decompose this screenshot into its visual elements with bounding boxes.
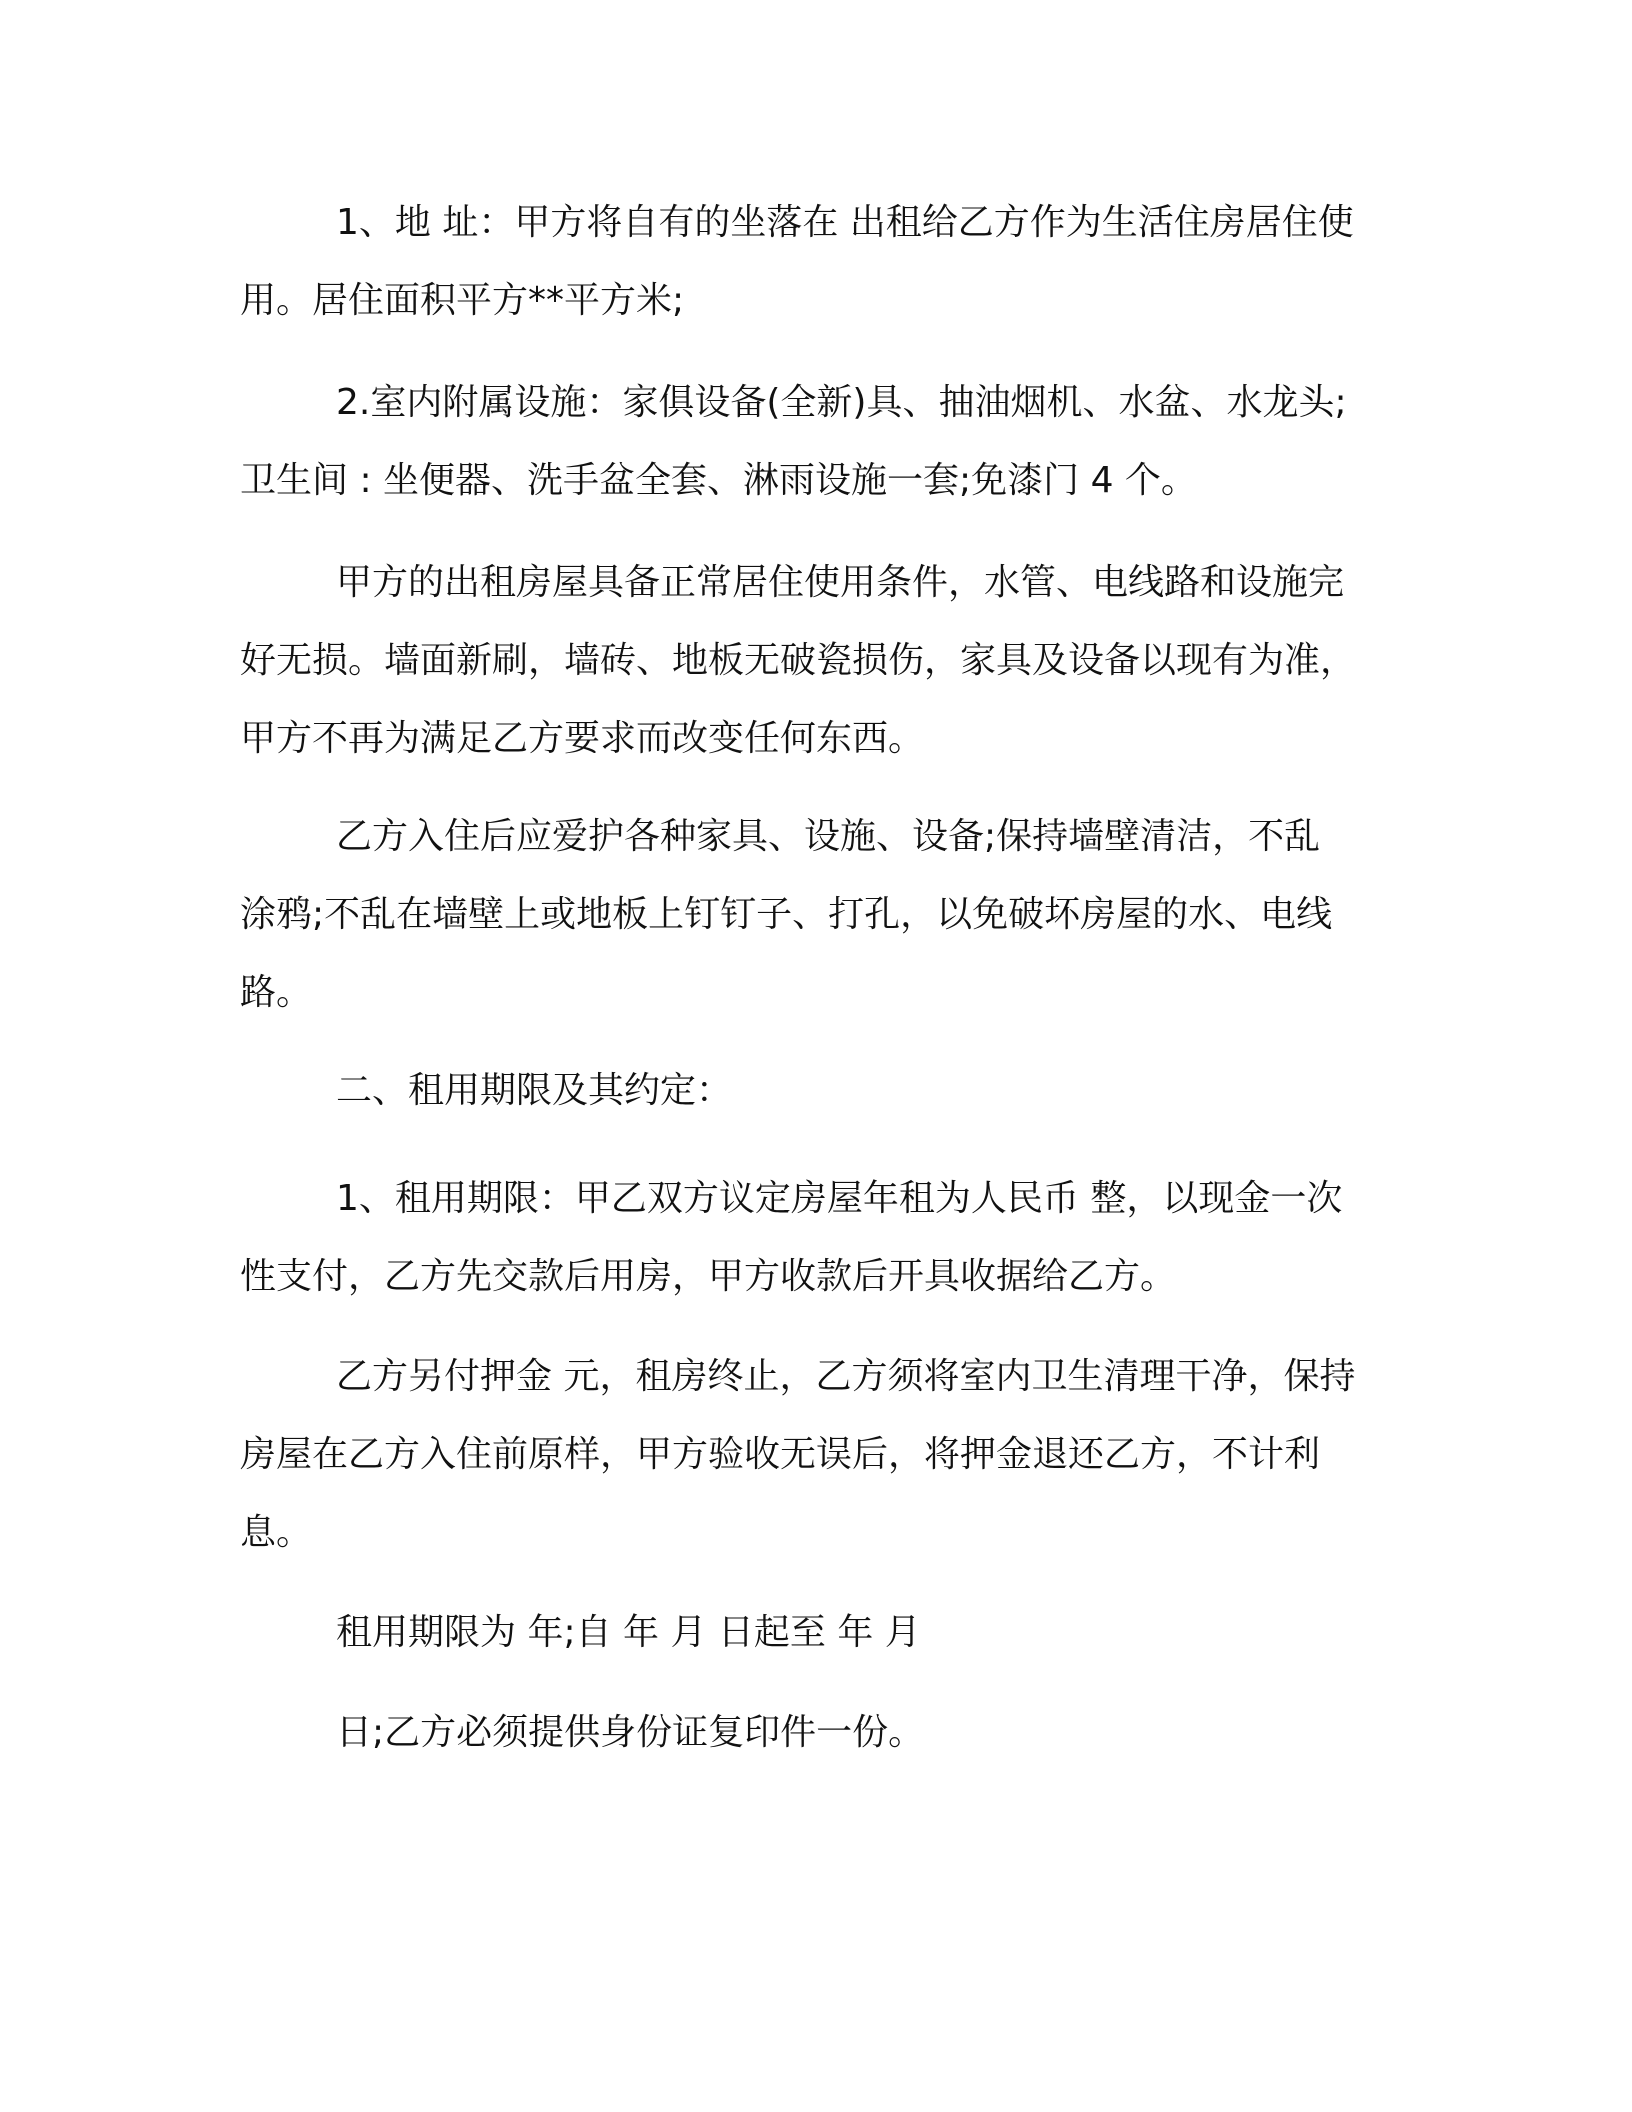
section-heading: 二、租用期限及其约定：: [336, 1070, 733, 1111]
section-heading-term: [240, 1052, 1380, 1130]
text-line: 日;乙方必须提供身份证复印件一份。: [336, 1712, 925, 1753]
text-line: 1、租用期限：甲乙双方议定房屋年租为人民币 整，以现金一次: [336, 1178, 1343, 1219]
text-line: 甲方的出租房屋具备正常居住使用条件，水管、电线路和设施完: [336, 562, 1345, 603]
paragraph-tenant-duties: [240, 798, 1380, 1032]
paragraph-deposit: [240, 1338, 1380, 1572]
text-line: 用。居住面积平方**平方米;: [240, 280, 685, 321]
paragraph-condition: [240, 544, 1380, 778]
paragraph-facilities: [240, 364, 1380, 520]
text-line: 2.室内附属设施：家俱设备(全新)具、抽油烟机、水盆、水龙头;: [336, 382, 1347, 423]
text-line: 卫生间 : 坐便器、洗手盆全套、淋雨设施一套;免漆门 4 个。: [240, 460, 1197, 501]
text-line: 甲方不再为满足乙方要求而改变任何东西。: [240, 718, 925, 759]
text-line: 好无损。墙面新刷，墙砖、地板无破瓷损伤，家具及设备以现有为准，: [240, 640, 1357, 681]
text-line: 房屋在乙方入住前原样，甲方验收无误后，将押金退还乙方，不计利: [240, 1434, 1321, 1475]
text-line: 涂鸦;不乱在墙壁上或地板上钉钉子、打孔，以免破坏房屋的水、电线: [240, 894, 1333, 935]
paragraph-term-dates: [240, 1594, 1380, 1672]
paragraph-address: [240, 184, 1380, 340]
text-line: 乙方另付押金 元，租房终止，乙方须将室内卫生清理干净，保持: [336, 1356, 1356, 1397]
text-line: 1、地 址：甲方将自有的坐落在 出租给乙方作为生活住房居住使: [336, 202, 1354, 243]
text-line: 性支付，乙方先交款后用房，甲方收款后开具收据给乙方。: [240, 1256, 1177, 1297]
text-line: 乙方入住后应爱护各种家具、设施、设备;保持墙壁清洁，不乱: [336, 816, 1321, 857]
text-line: 息。: [240, 1512, 313, 1553]
paragraph-id-copy: [240, 1694, 1380, 1772]
paragraph-rent: [240, 1160, 1380, 1316]
text-line: 路。: [240, 972, 313, 1013]
text-line: 租用期限为 年;自 年 月 日起至 年 月: [336, 1612, 921, 1653]
